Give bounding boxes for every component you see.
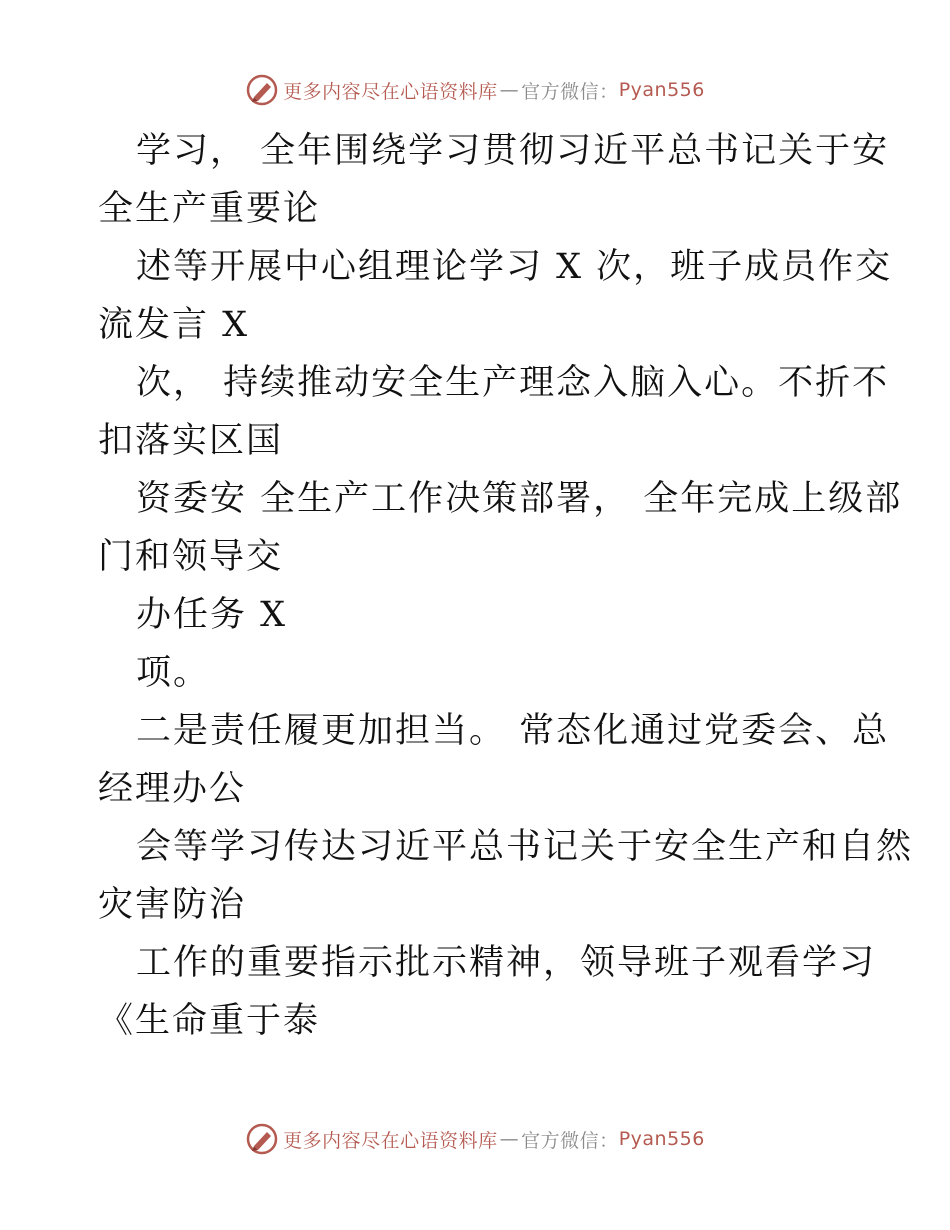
header-banner (0, 70, 950, 110)
text-line: 办任务 X (136, 595, 288, 635)
banner-wechat-label: 官方微信： (521, 1129, 619, 1152)
text-line: 项。 (136, 653, 211, 693)
pen-logo-icon (245, 1122, 279, 1156)
footer-banner (0, 1119, 950, 1159)
text-line: 扣落实区国 (98, 421, 284, 461)
banner-main-text: 更多内容尽在心语资料库 (283, 1129, 498, 1152)
text-line: 经理办公 (98, 769, 247, 809)
text-line: 灾害防治 (98, 885, 247, 925)
banner-separator: — (499, 1128, 520, 1150)
text-line: 学习， 全年围绕学习贯彻习近平总书记关于安 (136, 131, 890, 171)
text-line: 流发言 X (98, 305, 250, 345)
text-line: 《生命重于泰 (98, 1001, 321, 1041)
text-line: 全生产重要论 (98, 189, 321, 229)
pen-logo-icon (245, 73, 279, 107)
text-line: 工作的重要指示批示精神，领导班子观看学习 (136, 943, 877, 983)
banner-wechat-id: Pyan556 (618, 1128, 705, 1150)
banner-main-text: 更多内容尽在心语资料库 (283, 80, 498, 103)
document-body (98, 122, 914, 1050)
text-line: 述等开展中心组理论学习 X 次，班子成员作交 (136, 247, 893, 287)
text-line: 二是责任履更加担当。 常态化通过党委会、总 (136, 711, 890, 751)
text-line: 次， 持续推动安全生产理念入脑入心。不折不 (136, 363, 890, 403)
banner-wechat-label: 官方微信： (521, 80, 619, 103)
banner-wechat-id: Pyan556 (618, 79, 705, 101)
text-line: 门和领导交 (98, 537, 284, 577)
text-line: 资委安 全生产工作决策部署， 全年完成上级部 (136, 479, 903, 519)
text-line: 会等学习传达习近平总书记关于安全生产和自然 (136, 827, 914, 867)
banner-separator: — (499, 79, 520, 101)
